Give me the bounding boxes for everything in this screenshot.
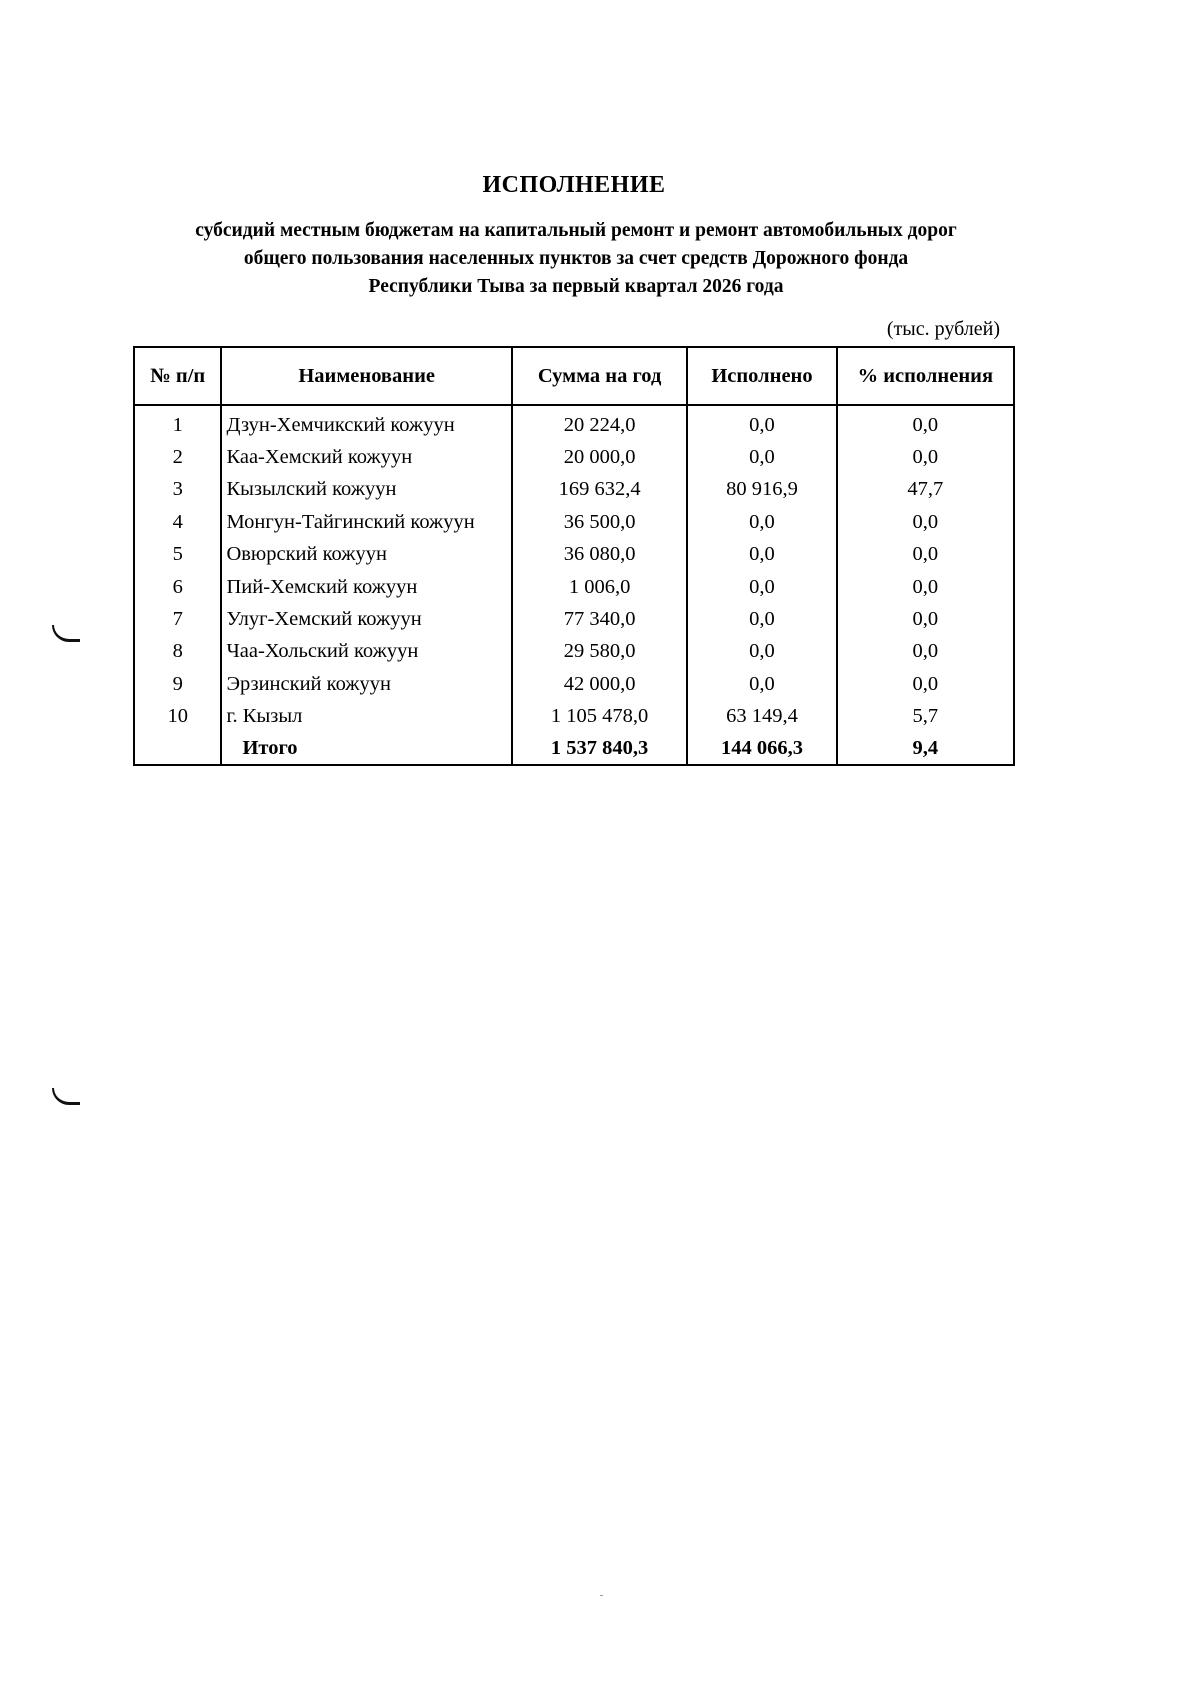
cell-name: Чаа-Хольский кожуун <box>221 636 511 668</box>
cell-num: 8 <box>134 636 221 668</box>
cell-num: 6 <box>134 571 221 603</box>
cell-num: 7 <box>134 603 221 635</box>
cell-done: 0,0 <box>687 636 836 668</box>
table-row <box>134 636 1014 668</box>
cell-sum: 77 340,0 <box>512 603 687 635</box>
table-row <box>134 539 1014 571</box>
cell-name: Монгун-Тайгинский кожуун <box>221 506 511 538</box>
cell-pct: 0,0 <box>837 636 1014 668</box>
cell-num: 2 <box>134 441 221 473</box>
total-label: Итого <box>221 733 511 765</box>
cell-done: 0,0 <box>687 571 836 603</box>
cell-num: 10 <box>134 701 221 733</box>
cell-done: 0,0 <box>687 539 836 571</box>
cell-done: 0,0 <box>687 405 836 441</box>
cell-name: Улуг-Хемский кожуун <box>221 603 511 635</box>
cell-sum: 1 105 478,0 <box>512 701 687 733</box>
cell-num: 5 <box>134 539 221 571</box>
scan-speck <box>600 1595 603 1596</box>
cell-done: 0,0 <box>687 506 836 538</box>
cell-sum: 20 224,0 <box>512 405 687 441</box>
table-row <box>134 603 1014 635</box>
total-pct: 9,4 <box>837 733 1014 765</box>
subtitle-line: субсидий местным бюджетам на капитальный ремонт и ремонт автомобильных дорог <box>195 220 957 241</box>
cell-num: 4 <box>134 506 221 538</box>
cell-sum: 42 000,0 <box>512 668 687 700</box>
cell-name: Овюрский кожуун <box>221 539 511 571</box>
table-row <box>134 571 1014 603</box>
header-done: Исполнено <box>687 347 836 405</box>
subtitle-line: общего пользования населенных пунктов за счет средств Дорожного фонда <box>243 248 909 269</box>
header-pct: % исполнения <box>837 347 1014 405</box>
table-row <box>134 405 1014 441</box>
cell-pct: 0,0 <box>837 441 1014 473</box>
cell-done: 0,0 <box>687 603 836 635</box>
execution-table <box>133 346 1015 766</box>
subtitle-line: Республики Тыва за первый квартал 2026 года <box>368 276 784 297</box>
header-num: № п/п <box>134 347 221 405</box>
cell-sum: 36 080,0 <box>512 539 687 571</box>
header-name: Наименование <box>221 347 511 405</box>
cell-done: 0,0 <box>687 668 836 700</box>
cell-num: 1 <box>134 405 221 441</box>
cell-sum: 1 006,0 <box>512 571 687 603</box>
cell-name: Эрзинский кожуун <box>221 668 511 700</box>
cell-sum: 29 580,0 <box>512 636 687 668</box>
scan-binder-mark <box>52 625 80 642</box>
cell-done: 0,0 <box>687 441 836 473</box>
cell-pct: 47,7 <box>837 474 1014 506</box>
table-row <box>134 668 1014 700</box>
table-row <box>134 506 1014 538</box>
cell-pct: 0,0 <box>837 603 1014 635</box>
cell-pct: 0,0 <box>837 571 1014 603</box>
cell-pct: 0,0 <box>837 506 1014 538</box>
table-header-row <box>134 347 1014 405</box>
cell-name: Кызылский кожуун <box>221 474 511 506</box>
cell-pct: 5,7 <box>837 701 1014 733</box>
cell-pct: 0,0 <box>837 405 1014 441</box>
cell-sum: 20 000,0 <box>512 441 687 473</box>
cell-done: 80 916,9 <box>687 474 836 506</box>
table-row <box>134 441 1014 473</box>
cell-done: 63 149,4 <box>687 701 836 733</box>
cell-sum: 36 500,0 <box>512 506 687 538</box>
scan-binder-mark <box>52 1088 80 1105</box>
cell-name: Дзун-Хемчикский кожуун <box>221 405 511 441</box>
document-subtitle <box>120 217 1032 301</box>
cell-num: 9 <box>134 668 221 700</box>
cell-pct: 0,0 <box>837 668 1014 700</box>
cell-num-empty <box>134 733 221 765</box>
table-row <box>134 474 1014 506</box>
cell-num: 3 <box>134 474 221 506</box>
header-sum: Сумма на год <box>512 347 687 405</box>
cell-name: Каа-Хемский кожуун <box>221 441 511 473</box>
units-note: (тыс. рублей) <box>886 318 1000 340</box>
total-sum: 1 537 840,3 <box>512 733 687 765</box>
cell-pct: 0,0 <box>837 539 1014 571</box>
total-row <box>134 733 1014 765</box>
cell-sum: 169 632,4 <box>512 474 687 506</box>
total-done: 144 066,3 <box>687 733 836 765</box>
cell-name: Пий-Хемский кожуун <box>221 571 511 603</box>
cell-name: г. Кызыл <box>221 701 511 733</box>
table-row <box>134 701 1014 733</box>
document-title: ИСПОЛНЕНИЕ <box>482 172 666 198</box>
